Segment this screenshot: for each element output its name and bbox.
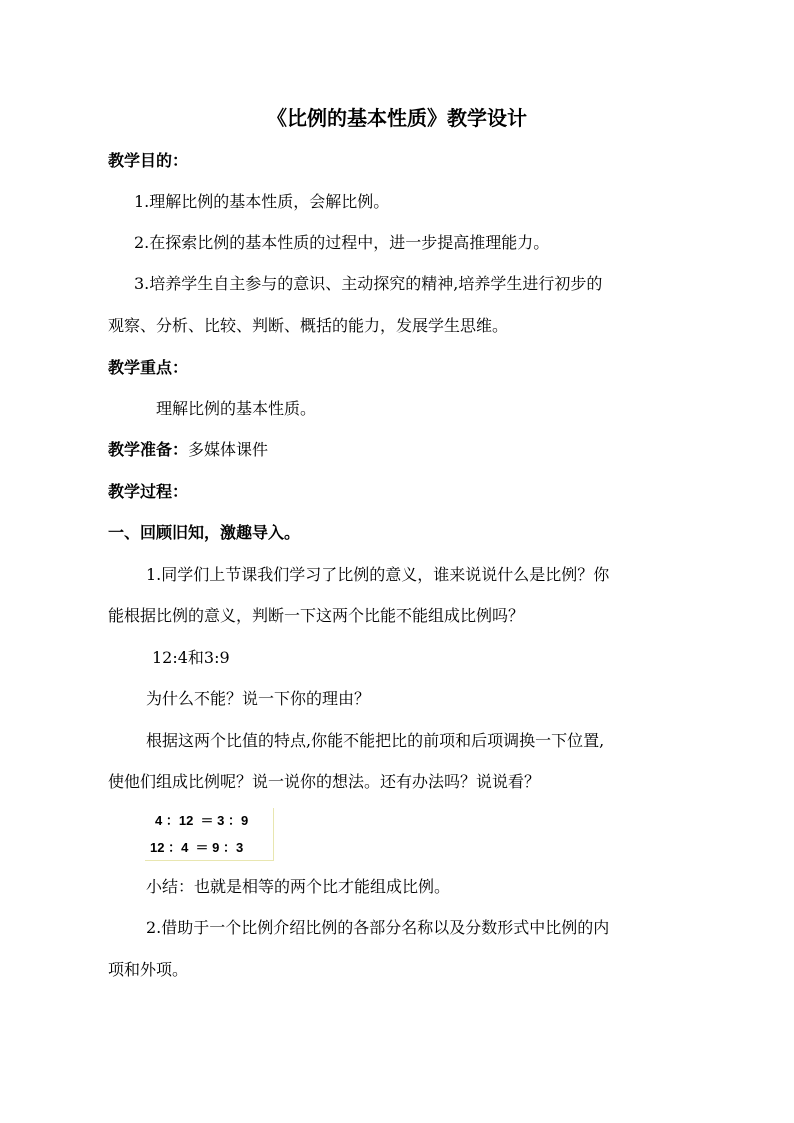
preparation-heading: 教学准备： (108, 440, 189, 459)
paragraph-2-line-2: 使他们组成比例呢？说一说你的想法。还有办法吗？说说看？ (108, 772, 541, 791)
key-point-heading: 教学重点： (108, 358, 189, 377)
paragraph-1-line-2: 能根据比例的意义，判断一下这两个比能不能组成比例吗？ (108, 606, 525, 625)
document-title: 《比例的基本性质》教学设计 (267, 106, 527, 130)
ratio-pair: 12:4和3:9 (152, 648, 230, 667)
process-heading: 教学过程： (108, 482, 189, 501)
objective-item-2: 2.在探索比例的基本性质的过程中，进一步提高推理能力。 (134, 233, 550, 252)
paragraph-3-line-2: 项和外项。 (108, 960, 189, 979)
paragraph-2-line-1: 根据这两个比值的特点,你能不能把比的前项和后项调换一下位置, (146, 731, 605, 750)
section-1-heading: 一、回顾旧知，激趣导入。 (108, 523, 301, 542)
paragraph-3-line-1: 2.借助于一个比例介绍比例的各部分名称以及分数形式中比例的内 (146, 918, 610, 937)
equation-1: 4 ：12 ＝ 3 ：9 (155, 813, 249, 828)
paragraph-1-line-1: 1.同学们上节课我们学习了比例的意义，谁来说说什么是比例？你 (146, 565, 610, 584)
equation-2: 12 ：4 ＝ 9 ：3 (150, 840, 244, 855)
summary-line: 小结：也就是相等的两个比才能组成比例。 (146, 877, 451, 896)
objective-item-1: 1.理解比例的基本性质，会解比例。 (134, 192, 390, 211)
objective-item-3-line-2: 观察、分析、比较、判断、概括的能力，发展学生思维。 (108, 316, 509, 335)
preparation-text: 多媒体课件 (188, 440, 269, 459)
key-point-text: 理解比例的基本性质。 (156, 399, 317, 418)
objectives-heading: 教学目的： (108, 151, 189, 170)
objective-item-3-line-1: 3.培养学生自主参与的意识、主动探究的精神,培养学生进行初步的 (134, 274, 603, 293)
preparation-line (108, 440, 268, 460)
question-line: 为什么不能？说一下你的理由？ (146, 689, 371, 708)
